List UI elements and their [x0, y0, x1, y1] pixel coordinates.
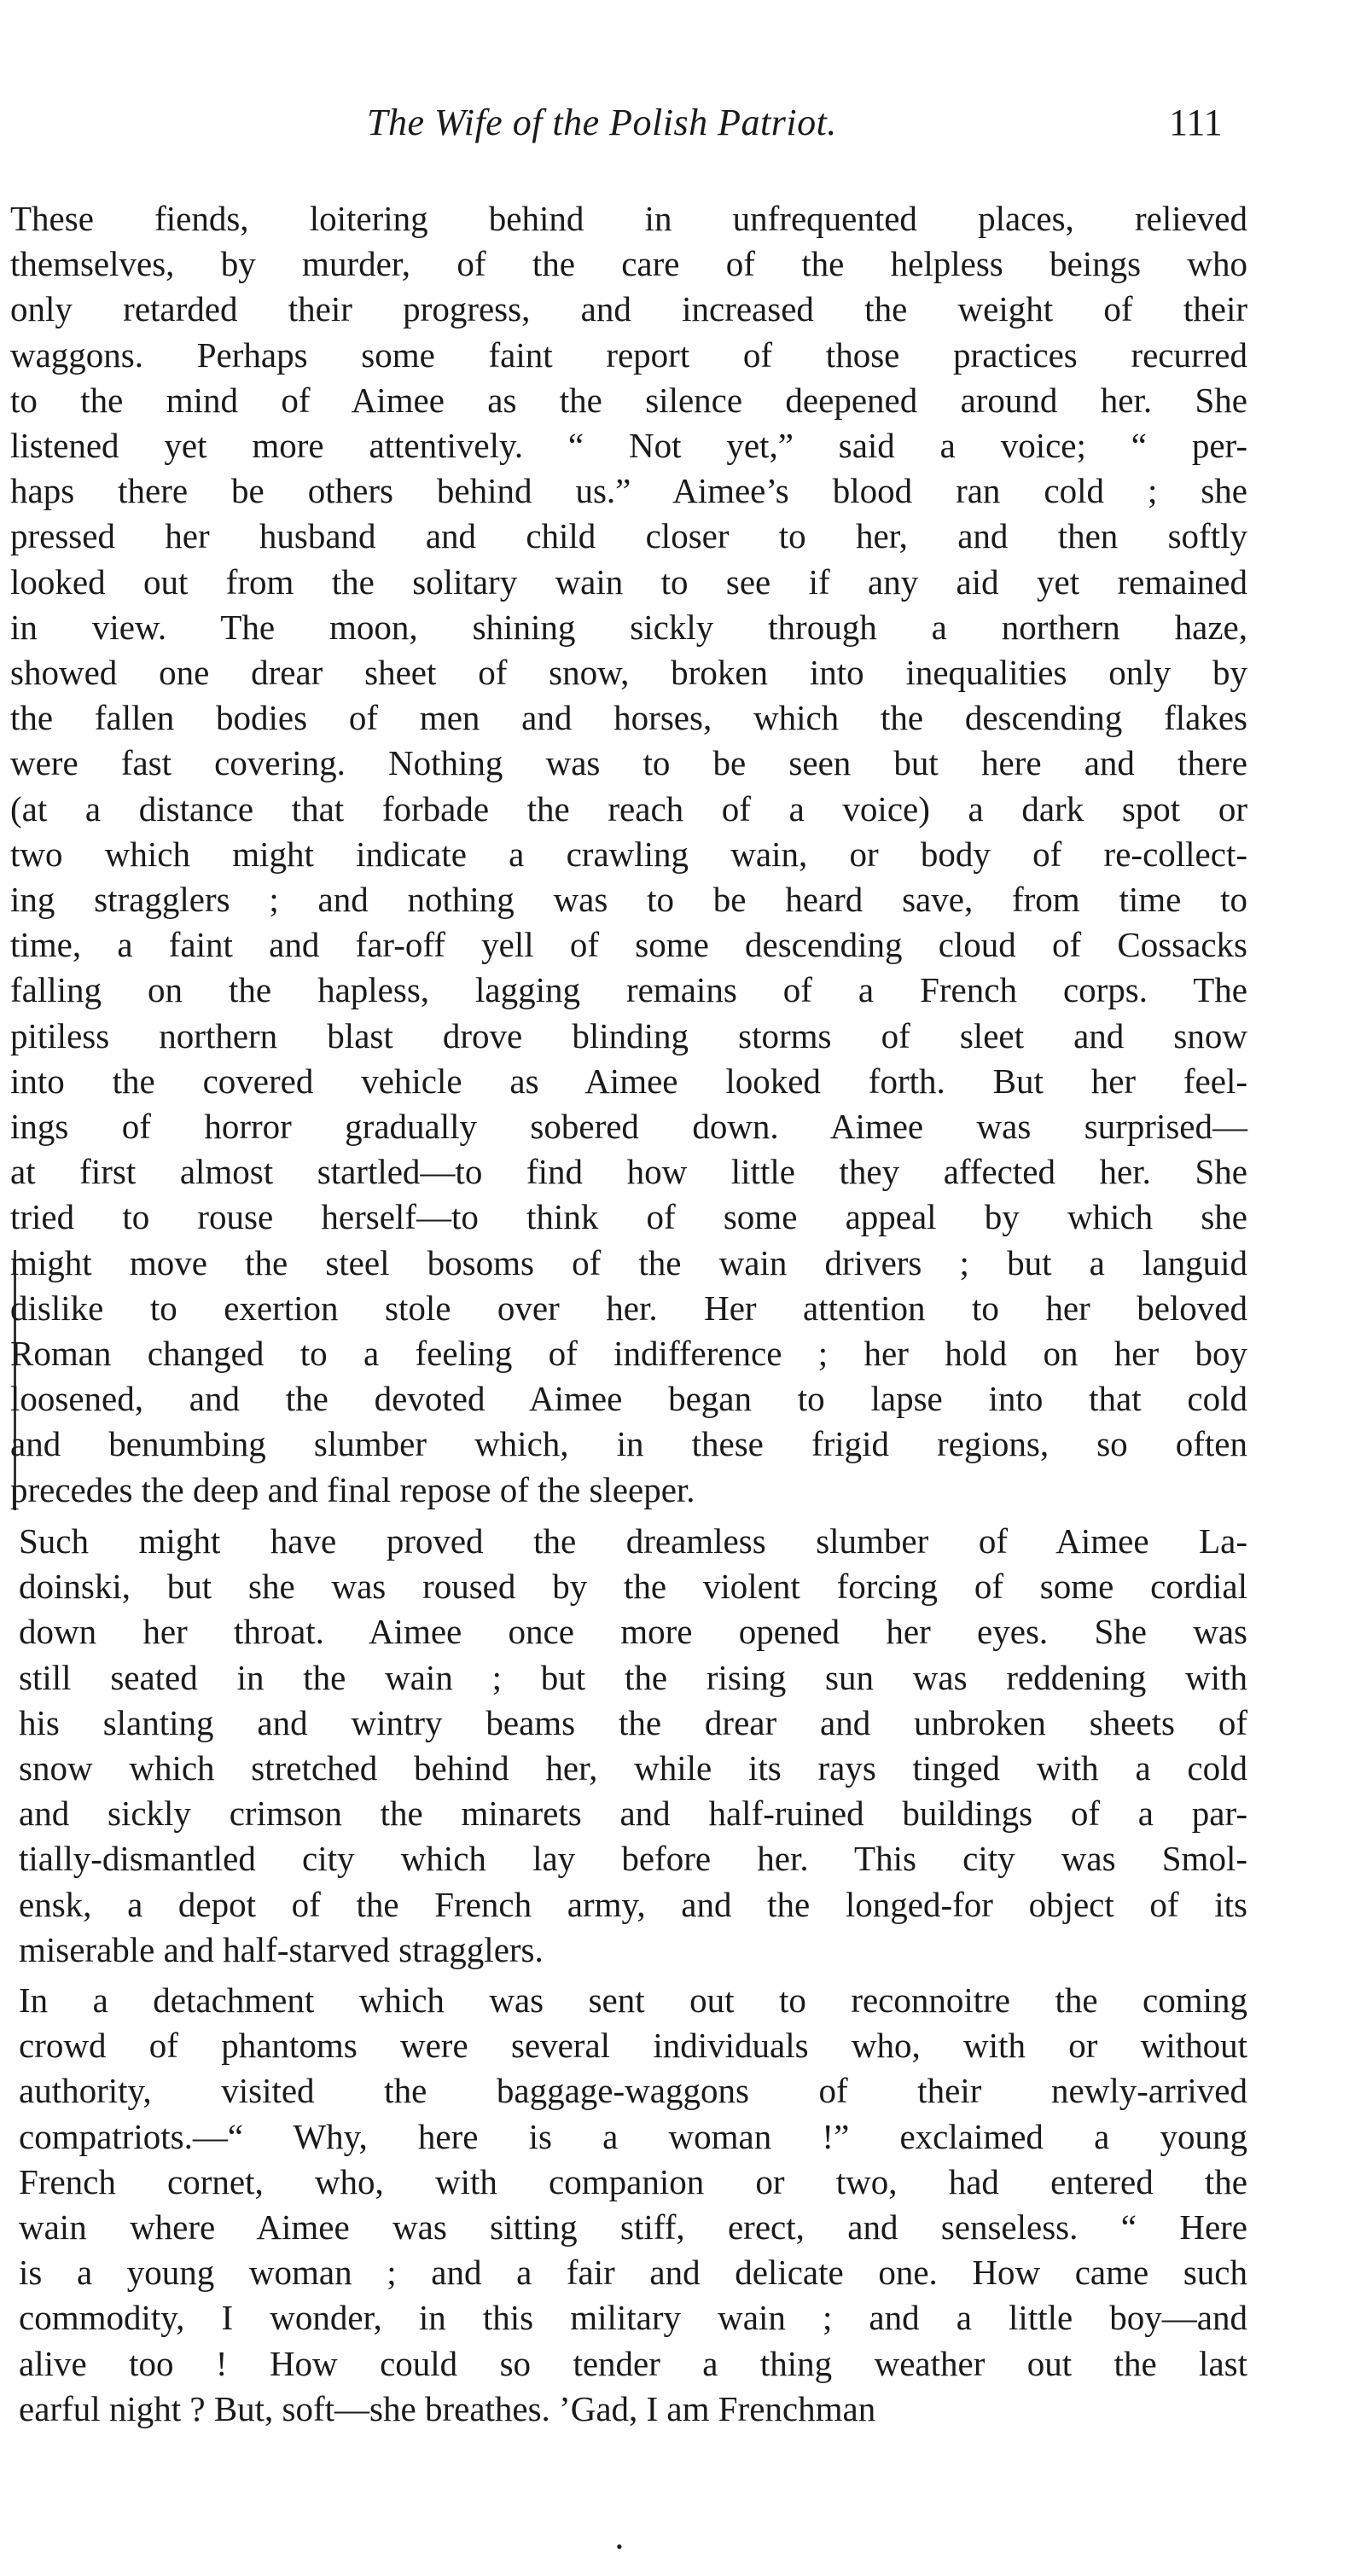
text-line: and benumbing slumber which, in these frigid regions, so often: [10, 1424, 1247, 1464]
paragraph-3: [19, 1978, 1247, 2432]
text-line: ing stragglers ; and nothing was to be heard save, from time to: [10, 880, 1247, 920]
text-line: loosened, and the devoted Aimee began to lapse into that cold: [10, 1379, 1247, 1419]
text-line: crowd of phantoms were several individuals who, with or without: [19, 2026, 1247, 2066]
footer-mark: •: [616, 2536, 623, 2557]
text-line: themselves, by murder, of the care of the helpless beings who: [10, 244, 1247, 284]
text-line: tially-dismantled city which lay before her. This city was Smol-: [19, 1839, 1247, 1879]
running-title: The Wife of the Polish Patriot.: [367, 102, 837, 143]
text-line: showed one drear sheet of snow, broken into inequalities only by: [10, 653, 1247, 693]
text-line: (at a distance that forbade the reach of a voice) a dark spot or: [10, 788, 1247, 829]
text-line: snow which stretched behind her, while its rays tinged with a cold: [19, 1748, 1247, 1788]
text-line: down her throat. Aimee once more opened her eyes. She was: [19, 1612, 1247, 1652]
text-line: French cornet, who, with companion or two, had entered the: [19, 2161, 1247, 2201]
text-line: doinski, but she was roused by the violent forcing of some cordial: [19, 1567, 1247, 1607]
text-line: looked out from the solitary wain to see if any aid yet remained: [10, 561, 1247, 602]
text-line: Such might have proved the dreamless slumber of Aimee La-: [19, 1521, 1247, 1561]
text-line: only retarded their progress, and increased the weight of their: [10, 289, 1247, 329]
page-number: 111: [1169, 102, 1223, 143]
text-line: falling on the hapless, lagging remains of a French corps. The: [10, 970, 1247, 1010]
text-line: might move the steel bosoms of the wain drivers ; but a languid: [10, 1242, 1247, 1282]
text-line: compatriots.—“ Why, here is a woman !” exclaimed a young: [19, 2116, 1247, 2156]
text-line: at first almost startled—to find how little they affected her. She: [10, 1152, 1247, 1192]
text-line: precedes the deep and final repose of the sleeper.: [10, 1469, 695, 1509]
page-header: [0, 101, 1349, 152]
paragraph-2: [19, 1519, 1247, 1973]
text-line: haps there be others behind us.” Aimee’s blood ran cold ; she: [10, 471, 1247, 511]
text-line: his slanting and wintry beams the drear and unbroken sheets of: [19, 1702, 1247, 1742]
text-line: time, a faint and far-off yell of some descending cloud of Cossacks: [10, 925, 1247, 965]
paragraph-1: [10, 196, 1247, 1513]
text-line: ings of horror gradually sobered down. Aimee was surprised—: [10, 1107, 1247, 1147]
text-line: These fiends, loitering behind in unfrequented places, relieved: [10, 199, 1247, 238]
text-line: in view. The moon, shining sickly through a northern haze,: [10, 607, 1247, 647]
text-line: commodity, I wonder, in this military wain ; and a little boy—and: [19, 2298, 1247, 2338]
text-line: In a detachment which was sent out to reconnoitre the coming: [19, 1980, 1247, 2020]
text-line: waggons. Perhaps some faint report of those practices recurred: [10, 334, 1247, 375]
text-line: still seated in the wain ; but the rising sun was reddening with: [19, 1657, 1247, 1697]
text-line: to the mind of Aimee as the silence deepened around her. She: [10, 380, 1247, 420]
text-line: two which might indicate a crawling wain, or body of re-collect-: [10, 834, 1247, 874]
text-line: dislike to exertion stole over her. Her attention to her beloved: [10, 1288, 1247, 1328]
text-line: alive too ! How could so tender a thing weather out the last: [19, 2343, 1247, 2383]
text-line: ensk, a depot of the French army, and the longed-for object of its: [19, 1884, 1247, 1924]
text-line: and sickly crimson the minarets and half-ruined buildings of a par-: [19, 1794, 1247, 1834]
text-line: the fallen bodies of men and horses, which the descending flakes: [10, 698, 1247, 738]
text-line: pressed her husband and child closer to her, and then softly: [10, 516, 1247, 556]
text-line: authority, visited the baggage-waggons of their newly-arrived: [19, 2071, 1247, 2111]
text-line: is a young woman ; and a fair and delicate one. How came such: [19, 2253, 1247, 2293]
text-line: wain where Aimee was sitting stiff, erect, and senseless. “ Here: [19, 2207, 1247, 2247]
text-line: Roman changed to a feeling of indifference ; her hold on her boy: [10, 1334, 1247, 1374]
text-line: miserable and half-starved stragglers.: [19, 1929, 544, 1969]
text-line: listened yet more attentively. “ Not yet,” said a voice; “ per-: [10, 426, 1247, 466]
text-line: pitiless northern blast drove blinding storms of sleet and snow: [10, 1015, 1247, 1055]
text-line: tried to rouse herself—to think of some appeal by which she: [10, 1197, 1247, 1237]
text-line: were fast covering. Nothing was to be seen but here and there: [10, 743, 1247, 783]
text-line: earful night ? But, soft—she breathes. ’Gad, I am Frenchman: [19, 2388, 876, 2428]
text-line: into the covered vehicle as Aimee looked forth. But her feel-: [10, 1061, 1247, 1101]
